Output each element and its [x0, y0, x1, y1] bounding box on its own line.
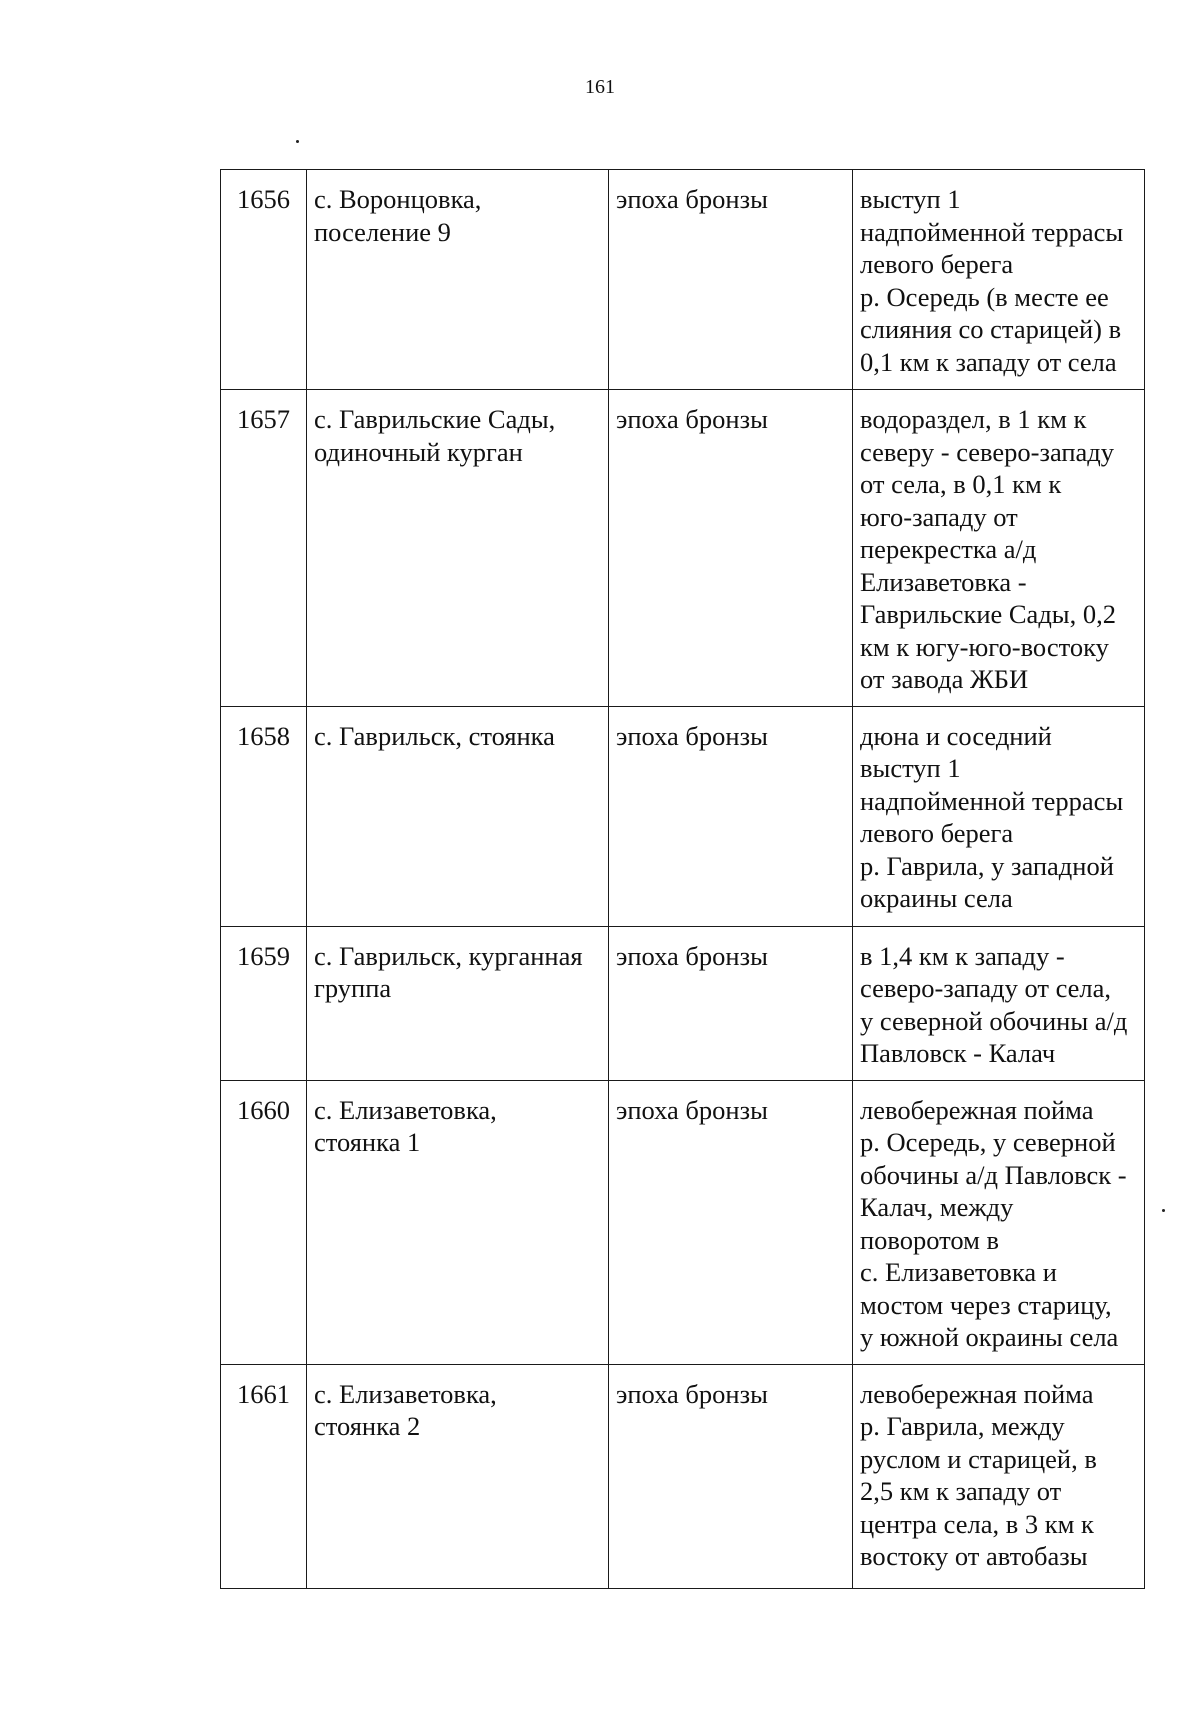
description-line: обочины а/д Павловск - [860, 1159, 1127, 1190]
site-number-cell: 1657 [221, 390, 307, 707]
description-line: водораздел, в 1 км к [860, 404, 1087, 434]
description-line: левобережная пойма [860, 1378, 1094, 1409]
site-description-cell [853, 926, 1145, 1080]
table-row [221, 1364, 1145, 1588]
site-era-cell: эпоха бронзы [609, 170, 853, 390]
site-location-cell [307, 390, 609, 707]
description-line: надпойменной террасы [860, 216, 1124, 247]
table-row [221, 170, 1145, 390]
table-row [221, 390, 1145, 707]
site-location-cell [307, 1364, 609, 1588]
site-description-cell [853, 170, 1145, 390]
description-line: левобережная пойма [860, 1094, 1094, 1125]
description-line: востоку от автобазы [860, 1541, 1088, 1571]
site-number-cell: 1659 [221, 926, 307, 1080]
site-number-cell: 1656 [221, 170, 307, 390]
description-line: левого берега [860, 818, 1014, 848]
site-description-cell [853, 1080, 1145, 1364]
page-number: 161 [585, 76, 615, 98]
location-line: стоянка 1 [314, 1127, 421, 1157]
description-line: руслом и старицей, в [860, 1443, 1097, 1474]
table-row [221, 1080, 1145, 1364]
description-line: мостом через старицу, [860, 1289, 1112, 1320]
description-line: Елизаветовка - [860, 566, 1027, 597]
description-line: в 1,4 км к западу - [860, 940, 1065, 971]
description-line: перекрестка а/д [860, 534, 1037, 564]
site-location-cell [307, 706, 609, 926]
location-line: стоянка 2 [314, 1411, 421, 1441]
description-line: у северной обочины а/д [860, 1005, 1128, 1036]
description-line: р. Осередь, у северной [860, 1127, 1116, 1157]
site-location-cell [307, 926, 609, 1080]
description-line: северу - северо-западу [860, 436, 1115, 467]
heritage-sites-table [220, 169, 1145, 1589]
location-line: с. Гаврильск, курганная [314, 940, 583, 971]
description-line: слияния со старицей) в [860, 314, 1122, 344]
description-line: надпойменной террасы [860, 785, 1124, 816]
description-line: выступ 1 [860, 184, 961, 214]
site-era-cell: эпоха бронзы [609, 706, 853, 926]
site-number-cell: 1658 [221, 706, 307, 926]
location-line: группа [314, 973, 392, 1003]
table-row [221, 706, 1145, 926]
description-line: у южной окраины села [860, 1322, 1119, 1352]
site-era-cell: эпоха бронзы [609, 1364, 853, 1588]
description-line: Гаврильские Сады, 0,2 [860, 599, 1116, 629]
description-line: 0,1 км к западу от села [860, 346, 1117, 377]
site-era-cell: эпоха бронзы [609, 926, 853, 1080]
description-line: р. Гаврила, между [860, 1411, 1065, 1441]
location-line: с. Елизаветовка, [314, 1094, 497, 1125]
location-line: с. Елизаветовка, [314, 1378, 497, 1409]
description-line: поворотом в [860, 1224, 1000, 1255]
table-body [221, 170, 1145, 1589]
site-number-cell: 1661 [221, 1364, 307, 1588]
site-description-cell [853, 390, 1145, 707]
description-line: Калач, между [860, 1192, 1014, 1222]
scan-speck [1162, 1209, 1165, 1212]
description-line: от завода ЖБИ [860, 664, 1029, 694]
description-line: от села, в 0,1 км к [860, 469, 1062, 499]
table-row [221, 926, 1145, 1080]
description-line: Павловск - Калач [860, 1038, 1056, 1068]
description-line: центра села, в 3 км к [860, 1508, 1094, 1539]
site-era-cell: эпоха бронзы [609, 1080, 853, 1364]
location-line: одиночный курган [314, 436, 523, 467]
description-line: выступ 1 [860, 753, 961, 783]
site-number-cell: 1660 [221, 1080, 307, 1364]
site-location-cell [307, 1080, 609, 1364]
description-line: левого берега [860, 249, 1014, 279]
description-line: 2,5 км к западу от [860, 1476, 1062, 1506]
scan-speck [296, 140, 299, 143]
description-line: дюна и соседний [860, 720, 1052, 751]
location-line: с. Гаврильские Сады, [314, 404, 556, 434]
site-description-cell [853, 706, 1145, 926]
description-line: юго-западу от [860, 501, 1018, 532]
description-line: р. Осередь (в месте ее [860, 281, 1109, 312]
location-line: поселение 9 [314, 216, 451, 247]
description-line: с. Елизаветовка и [860, 1257, 1057, 1287]
location-line: с. Воронцовка, [314, 184, 482, 214]
description-line: км к югу-юго-востоку [860, 631, 1109, 662]
description-line: окраины села [860, 883, 1013, 913]
description-line: северо-западу от села, [860, 973, 1112, 1003]
site-description-cell [853, 1364, 1145, 1588]
site-era-cell: эпоха бронзы [609, 390, 853, 707]
location-line: с. Гаврильск, стоянка [314, 720, 555, 751]
description-line: р. Гаврила, у западной [860, 850, 1114, 881]
site-location-cell [307, 170, 609, 390]
